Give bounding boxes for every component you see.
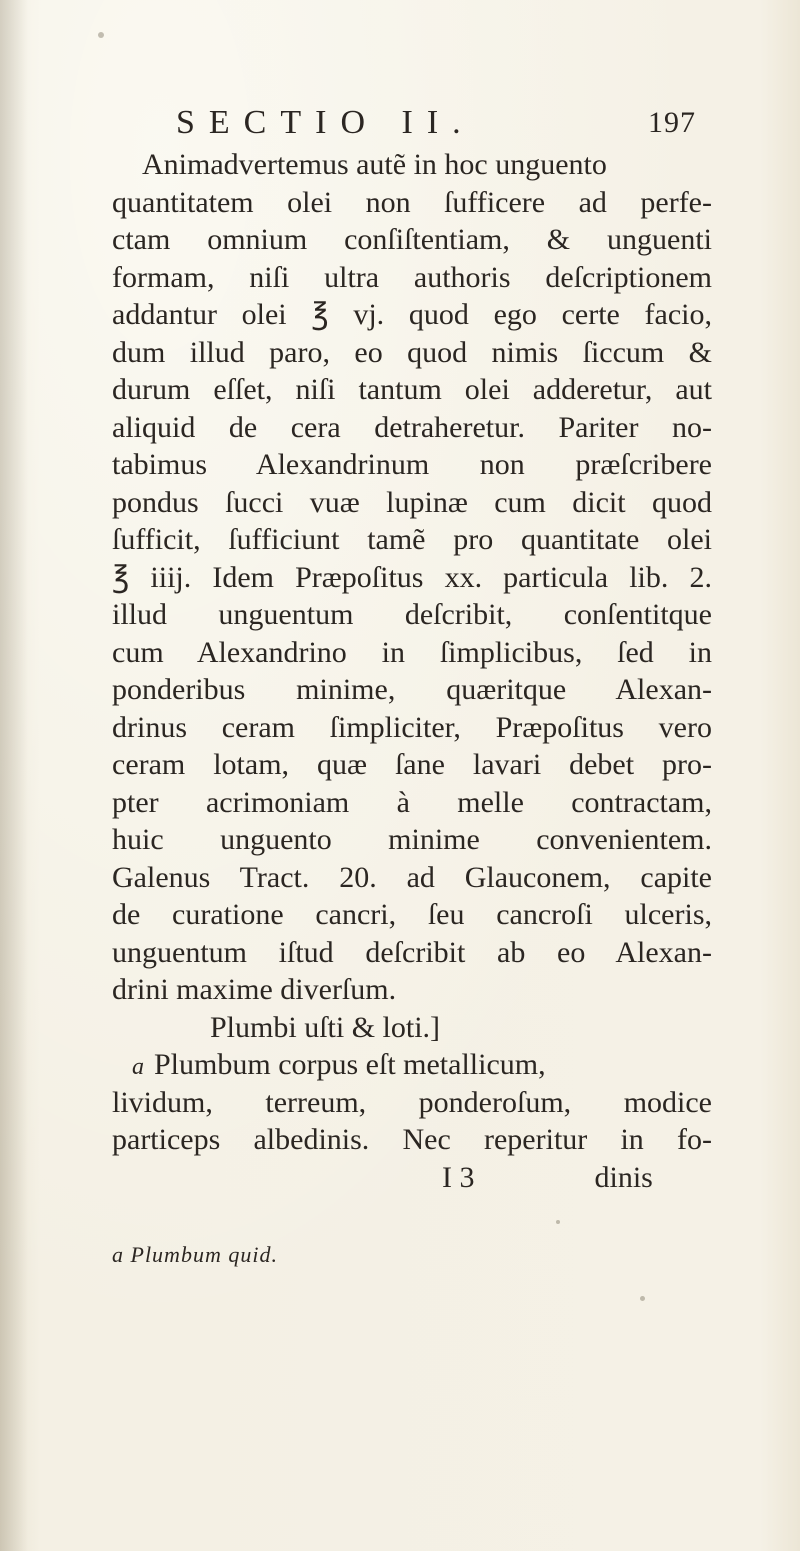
text-line: ponderibus minime, quæritque Alexan- xyxy=(112,673,712,706)
text-line: illud unguentum deſcribit, conſentitque xyxy=(112,598,712,631)
note-first-line xyxy=(112,1046,712,1084)
text-line: aliquid de cera detraheretur. Pariter no- xyxy=(112,410,712,444)
margin-note: a Plumbum quid. xyxy=(112,1242,278,1267)
paper-speck xyxy=(640,1296,645,1301)
running-head: SECTIO II. xyxy=(176,104,475,141)
lemma-line: Plumbi uſti & loti.] xyxy=(210,1010,441,1044)
text-line: durum eſſet, niſi tantum olei adderetur, aut xyxy=(112,373,712,406)
signature-line xyxy=(112,1159,712,1197)
text-line: ceram lotam, quæ ſane lavari debet pro- xyxy=(112,748,712,781)
text-line: huic unguento minime convenientem. xyxy=(112,823,712,856)
text-line: dum illud paro, eo quod nimis ſiccum & xyxy=(112,335,712,369)
page-header xyxy=(176,104,696,144)
text-line: drinus ceram ſimpliciter, Præpoſitus vero xyxy=(112,710,712,744)
text-line: Animadvertemus autẽ in hoc unguento xyxy=(142,148,607,181)
paper-speck xyxy=(98,32,104,38)
text-line: pondus ſucci vuæ lupinæ cum dicit quod xyxy=(112,485,712,519)
text-line: cum Alexandrino in ſimplicibus, ſed in xyxy=(112,635,712,669)
gutter-shadow xyxy=(0,0,28,1551)
text-line: tabimus Alexandrinum non præſcribere xyxy=(112,448,712,481)
text-line: pter acrimoniam à melle contractam, xyxy=(112,785,712,819)
signature-mark: I 3 xyxy=(442,1160,475,1194)
note-line: lividum, terreum, ponderoſum, modice xyxy=(112,1085,712,1119)
note-text: Plumbum corpus eſt metallicum, xyxy=(154,1048,546,1081)
text-line: addantur olei ℥ vj. quod ego certe facio, xyxy=(112,298,712,331)
text-line: ſufficit, ſufficiunt tamẽ pro quantitate olei xyxy=(112,523,712,556)
paper-speck xyxy=(556,1220,560,1224)
text-line: de curatione cancri, ſeu cancroſi ulceris, xyxy=(112,898,712,931)
note-line: particeps albedinis. Nec reperitur in fo- xyxy=(112,1123,712,1156)
text-line: drini maxime diverſum. xyxy=(112,973,397,1006)
text-line: ctam omnium conſiſtentiam, & unguenti xyxy=(112,223,712,256)
text-line: ℥ iiij. Idem Præpoſitus xx. particula lib. 2. xyxy=(112,560,712,594)
text-line: unguentum iſtud deſcribit ab eo Alexan- xyxy=(112,935,712,969)
body-text xyxy=(112,146,712,1196)
text-line: quantitatem olei non ſufficere ad perfe- xyxy=(112,185,712,219)
note-marker: a xyxy=(132,1054,144,1080)
catchword: dinis xyxy=(594,1160,653,1194)
page-number: 197 xyxy=(648,106,696,139)
text-line: Galenus Tract. 20. ad Glauconem, capite xyxy=(112,860,712,894)
text-line: formam, niſi ultra authoris deſcriptionem xyxy=(112,260,712,294)
